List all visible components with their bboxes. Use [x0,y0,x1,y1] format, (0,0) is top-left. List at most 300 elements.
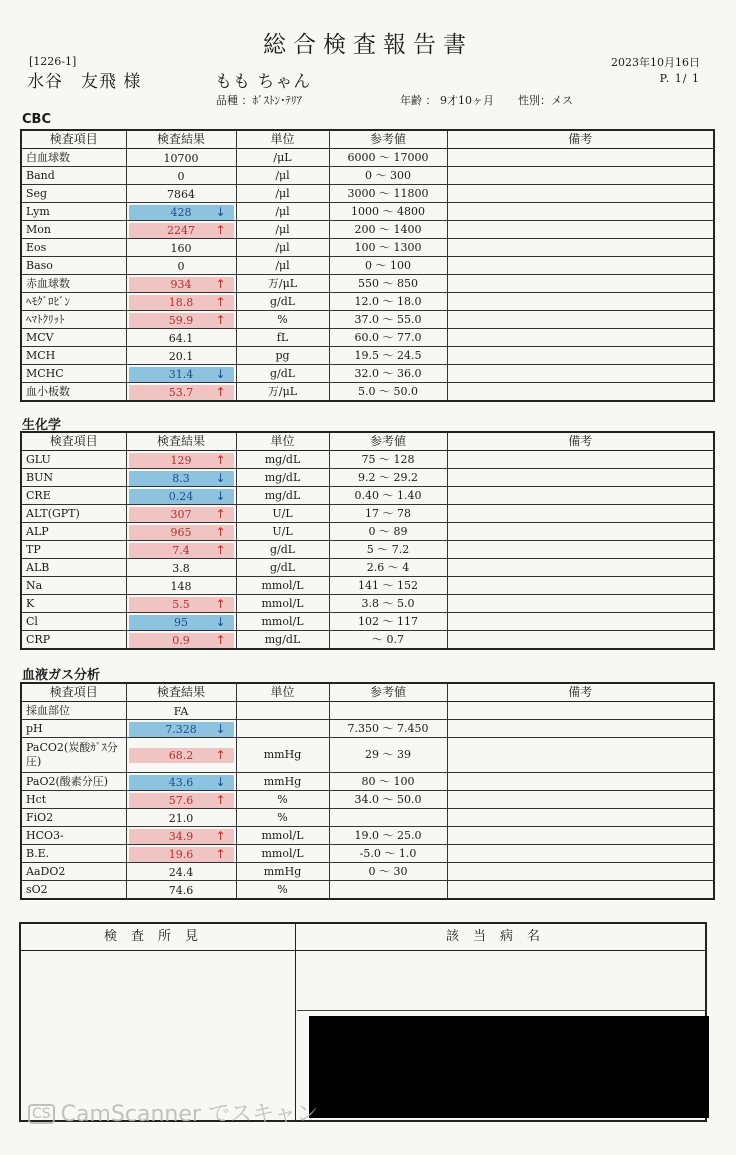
result-value: 21.0 [168,811,194,825]
table-row [21,221,714,239]
result-flag-high [129,385,234,400]
test-result-cell [126,613,236,631]
table-row [21,347,714,365]
test-item: PaO2(酸素分圧) [21,773,126,791]
result-flag-high [129,507,234,522]
arrow-up-icon: ↑ [215,846,226,861]
table-row [21,809,714,827]
test-result-cell [126,523,236,541]
column-header-result: 検査結果 [126,683,236,702]
test-unit: % [236,809,329,827]
test-result-cell [126,383,236,402]
test-unit: mg/dL [236,487,329,505]
column-header-unit: 単位 [236,130,329,149]
arrow-up-icon: ↑ [215,452,226,467]
test-item: Cl [21,613,126,631]
test-result-cell [126,738,236,773]
column-header-note: 備考 [447,683,714,702]
remarks-cell [447,203,714,221]
column-header-note: 備考 [447,130,714,149]
result-value: 59.9 [168,313,194,327]
result-value: 7.4 [172,543,190,557]
test-unit: /μl [236,167,329,185]
test-item: Seg [21,185,126,203]
remarks-cell [447,613,714,631]
table-row [21,185,714,203]
reference-range: 60.0 ～ 77.0 [329,329,447,347]
table-row [21,631,714,650]
reference-range: 0.40 ～ 1.40 [329,487,447,505]
result-value: 10700 [163,151,199,165]
section-title: 血液ガス分析 [22,668,101,683]
test-unit: mmol/L [236,845,329,863]
reference-range: 12.0 ～ 18.0 [329,293,447,311]
table-row [21,487,714,505]
arrow-up-icon: ↑ [215,294,226,309]
test-item: GLU [21,451,126,469]
test-result-cell [126,469,236,487]
table-row [21,469,714,487]
test-item: ALT(GPT) [21,505,126,523]
result-value: 7864 [167,187,195,201]
result-value: 934 [170,277,192,291]
reference-range: 5 ～ 7.2 [329,541,447,559]
result-value: 64.1 [168,331,194,345]
reference-range: 29 ～ 39 [329,738,447,773]
test-unit: % [236,791,329,809]
test-unit: % [236,311,329,329]
result-value: 53.7 [168,385,194,399]
table-row [21,275,714,293]
test-item: ﾍﾏﾄｸﾘｯﾄ [21,311,126,329]
table-row [21,881,714,900]
result-flag-high [129,277,234,292]
test-result-cell [126,863,236,881]
sex: 性別：メス [518,94,573,107]
reference-range: 2.6 ～ 4 [329,559,447,577]
table-row [21,311,714,329]
reference-range: 0 ～ 100 [329,257,447,275]
result-value [129,241,234,256]
table-row [21,613,714,631]
remarks-cell [447,221,714,239]
result-value [129,169,234,184]
result-value: 43.6 [168,775,194,789]
test-result-cell [126,845,236,863]
result-value: 0.24 [168,489,194,503]
test-unit: pg [236,347,329,365]
reference-range: 17 ～ 78 [329,505,447,523]
test-result-cell [126,791,236,809]
reference-range: 37.0 ～ 55.0 [329,311,447,329]
remarks-cell [447,149,714,167]
test-item: K [21,595,126,613]
result-flag-high [129,633,234,648]
test-item: pH [21,720,126,738]
table-row [21,541,714,559]
result-value [129,579,234,594]
test-unit: /μL [236,149,329,167]
remarks-cell [447,863,714,881]
table-row [21,577,714,595]
arrow-down-icon: ↓ [215,470,226,485]
column-header-ref: 参考値 [329,130,447,149]
camscanner-logo-icon: CS [28,1104,55,1124]
remarks-cell [447,469,714,487]
result-value: 965 [170,525,192,539]
test-result-cell [126,365,236,383]
remarks-cell [447,791,714,809]
page-number: P. 1/ 1 [659,72,700,85]
arrow-down-icon: ↓ [215,721,226,736]
table-row [21,293,714,311]
column-header-unit: 単位 [236,683,329,702]
remarks-cell [447,167,714,185]
table-row [21,505,714,523]
diagnosis-divider [297,1010,705,1011]
test-result-cell [126,275,236,293]
test-item: CRE [21,487,126,505]
test-unit [236,702,329,720]
test-unit: g/dL [236,293,329,311]
result-value [129,151,234,166]
column-header-ref: 参考値 [329,683,447,702]
test-item: AaDO2 [21,863,126,881]
reference-range: 32.0 ～ 36.0 [329,365,447,383]
result-value [129,865,234,880]
test-unit: mmol/L [236,577,329,595]
arrow-up-icon: ↑ [215,506,226,521]
remarks-cell [447,383,714,402]
remarks-cell [447,293,714,311]
table-row [21,167,714,185]
test-result-cell [126,311,236,329]
result-value: 2247 [167,223,195,237]
table-row [21,239,714,257]
remarks-cell [447,185,714,203]
result-flag-low [129,471,234,486]
result-flag-high [129,829,234,844]
remarks-cell [447,257,714,275]
test-unit [236,720,329,738]
lab-table [20,682,715,900]
reference-range: 19.5 ～ 24.5 [329,347,447,365]
test-result-cell [126,505,236,523]
test-result-cell [126,773,236,791]
table-row [21,702,714,720]
remarks-cell [447,773,714,791]
result-value: 68.2 [168,749,194,762]
result-value: 5.5 [172,597,190,611]
remarks-cell [447,275,714,293]
result-value: 148 [170,579,192,593]
test-result-cell [126,239,236,257]
result-flag-high [129,295,234,310]
reference-range: 6000 ～ 17000 [329,149,447,167]
reference-range: 0 ～ 89 [329,523,447,541]
result-value [129,704,234,719]
arrow-up-icon: ↑ [215,384,226,399]
result-value: 31.4 [168,367,194,381]
test-item: Hct [21,791,126,809]
test-result-cell [126,809,236,827]
lab-table [20,129,715,402]
column-header-result: 検査結果 [126,130,236,149]
result-value [129,811,234,826]
result-value: 129 [170,453,192,467]
test-unit: mmol/L [236,613,329,631]
test-result-cell [126,702,236,720]
test-item: BUN [21,469,126,487]
remarks-cell [447,347,714,365]
test-item: HCO3- [21,827,126,845]
test-result-cell [126,185,236,203]
test-item: MCV [21,329,126,347]
test-item: Na [21,577,126,595]
test-unit: mmHg [236,738,329,773]
test-unit: /μl [236,239,329,257]
test-item: ALB [21,559,126,577]
lab-table [20,431,715,650]
result-value: 19.6 [168,847,194,861]
reference-range [329,809,447,827]
arrow-up-icon: ↑ [215,222,226,237]
result-flag-low [129,367,234,382]
result-value: 20.1 [168,349,194,363]
remarks-cell [447,845,714,863]
reference-range: 550 ～ 850 [329,275,447,293]
test-unit: fL [236,329,329,347]
result-value: 74.6 [168,883,194,897]
reference-range: 19.0 ～ 25.0 [329,827,447,845]
arrow-down-icon: ↓ [215,488,226,503]
section-title: 生化学 [22,418,62,433]
arrow-down-icon: ↓ [215,614,226,629]
column-header-item: 検査項目 [21,683,126,702]
arrow-up-icon: ↑ [215,792,226,807]
result-flag-low [129,205,234,220]
table-row [21,523,714,541]
reference-range: 102 ～ 117 [329,613,447,631]
test-result-cell [126,149,236,167]
result-value [129,259,234,274]
test-unit: mmHg [236,863,329,881]
result-value: FA [173,704,189,718]
reference-range: 0 ～ 30 [329,863,447,881]
table-row [21,149,714,167]
table-row [21,738,714,773]
remarks-cell [447,720,714,738]
test-unit: mmHg [236,773,329,791]
reference-range: 3000 ～ 11800 [329,185,447,203]
reference-range: 80 ～ 100 [329,773,447,791]
table-row [21,383,714,402]
result-value: 428 [170,205,192,219]
remarks-cell [447,827,714,845]
remarks-cell [447,451,714,469]
test-item: sO2 [21,881,126,900]
test-unit: /μl [236,203,329,221]
result-value: 8.3 [172,471,190,485]
test-unit: 万/μL [236,275,329,293]
result-value [129,883,234,898]
reference-range: 141 ～ 152 [329,577,447,595]
age: 年齢 ： 9才10ヶ月 [400,94,494,107]
result-flag-high [129,793,234,808]
test-item: ﾍﾓｸﾞﾛﾋﾞﾝ [21,293,126,311]
reference-range: 200 ～ 1400 [329,221,447,239]
table-row [21,863,714,881]
result-value [129,561,234,576]
test-result-cell [126,577,236,595]
result-value: 7.328 [165,722,197,736]
pet-name: もも ちゃん [215,72,312,92]
test-unit: /μl [236,257,329,275]
patient-id: [1226-1] [29,55,77,68]
test-unit: 万/μL [236,383,329,402]
test-item: B.E. [21,845,126,863]
result-value: 307 [170,507,192,521]
result-value: 24.4 [168,865,194,879]
result-flag-low [129,615,234,630]
test-item: Baso [21,257,126,275]
test-unit: mmol/L [236,827,329,845]
result-value: 3.8 [172,561,190,575]
reference-range: 75 ～ 128 [329,451,447,469]
reference-range: 1000 ～ 4800 [329,203,447,221]
reference-range: -5.0 ～ 1.0 [329,845,447,863]
table-row [21,720,714,738]
findings-header: 検査所見 [21,924,296,951]
test-unit: % [236,881,329,900]
result-flag-high [129,313,234,328]
redaction-block [309,1016,709,1118]
test-item: Eos [21,239,126,257]
test-result-cell [126,167,236,185]
reference-range: ～ 0.7 [329,631,447,650]
reference-range: 9.2 ～ 29.2 [329,469,447,487]
result-value [129,349,234,364]
remarks-cell [447,329,714,347]
remarks-cell [447,881,714,900]
test-unit: mg/dL [236,631,329,650]
test-unit: U/L [236,505,329,523]
test-item: FiO2 [21,809,126,827]
result-flag-high [129,847,234,862]
arrow-up-icon: ↑ [215,748,226,762]
test-unit: U/L [236,523,329,541]
test-item: Lym [21,203,126,221]
reference-range: 7.350 ～ 7.450 [329,720,447,738]
breed: 品種 ：ﾎﾞｽﾄﾝ･ﾃﾘｱ [216,94,302,107]
reference-range: 34.0 ～ 50.0 [329,791,447,809]
test-item: Band [21,167,126,185]
table-row [21,203,714,221]
arrow-up-icon: ↑ [215,312,226,327]
result-value: 160 [170,241,192,255]
test-unit: /μl [236,221,329,239]
table-row [21,365,714,383]
test-result-cell [126,203,236,221]
test-item: TP [21,541,126,559]
arrow-up-icon: ↑ [215,828,226,843]
table-row [21,773,714,791]
findings-body [21,950,296,1120]
table-row [21,257,714,275]
table-row [21,791,714,809]
test-result-cell [126,827,236,845]
test-result-cell [126,881,236,900]
reference-range: 3.8 ～ 5.0 [329,595,447,613]
test-result-cell [126,451,236,469]
remarks-cell [447,738,714,773]
owner-name: 水谷 友飛 様 [27,72,142,92]
remarks-cell [447,809,714,827]
arrow-up-icon: ↑ [215,542,226,557]
test-unit: /μl [236,185,329,203]
report-date: 2023年10月16日 [611,56,700,69]
test-result-cell [126,257,236,275]
test-result-cell [126,631,236,650]
report-title: 総合検査報告書 [263,32,473,58]
reference-range: 5.0 ～ 50.0 [329,383,447,402]
result-flag-low [129,722,234,737]
camscanner-watermark [28,1097,318,1128]
test-result-cell [126,541,236,559]
result-value: 18.8 [168,295,194,309]
arrow-up-icon: ↑ [215,632,226,647]
test-result-cell [126,595,236,613]
reference-range [329,881,447,900]
test-item: Mon [21,221,126,239]
result-flag-low [129,489,234,504]
test-item: 白血球数 [21,149,126,167]
remarks-cell [447,702,714,720]
test-item: 赤血球数 [21,275,126,293]
test-result-cell [126,559,236,577]
remarks-cell [447,505,714,523]
column-header-note: 備考 [447,432,714,451]
table-row [21,559,714,577]
arrow-up-icon: ↑ [215,276,226,291]
result-flag-high [129,525,234,540]
section-title: CBC [22,112,51,127]
remarks-cell [447,311,714,329]
result-flag-high [129,453,234,468]
remarks-cell [447,577,714,595]
watermark-text: CamScanner でスキャン [60,1102,318,1127]
arrow-down-icon: ↓ [215,774,226,789]
test-item: 採血部位 [21,702,126,720]
remarks-cell [447,523,714,541]
table-row [21,595,714,613]
result-flag-high [129,748,234,763]
result-flag-high [129,223,234,238]
result-value [129,331,234,346]
test-result-cell [126,487,236,505]
test-unit: mg/dL [236,451,329,469]
test-item: 血小板数 [21,383,126,402]
result-flag-low [129,775,234,790]
remarks-cell [447,365,714,383]
test-result-cell [126,329,236,347]
test-unit: mmol/L [236,595,329,613]
column-header-result: 検査結果 [126,432,236,451]
remarks-cell [447,559,714,577]
test-item: MCHC [21,365,126,383]
remarks-cell [447,541,714,559]
test-unit: g/dL [236,541,329,559]
